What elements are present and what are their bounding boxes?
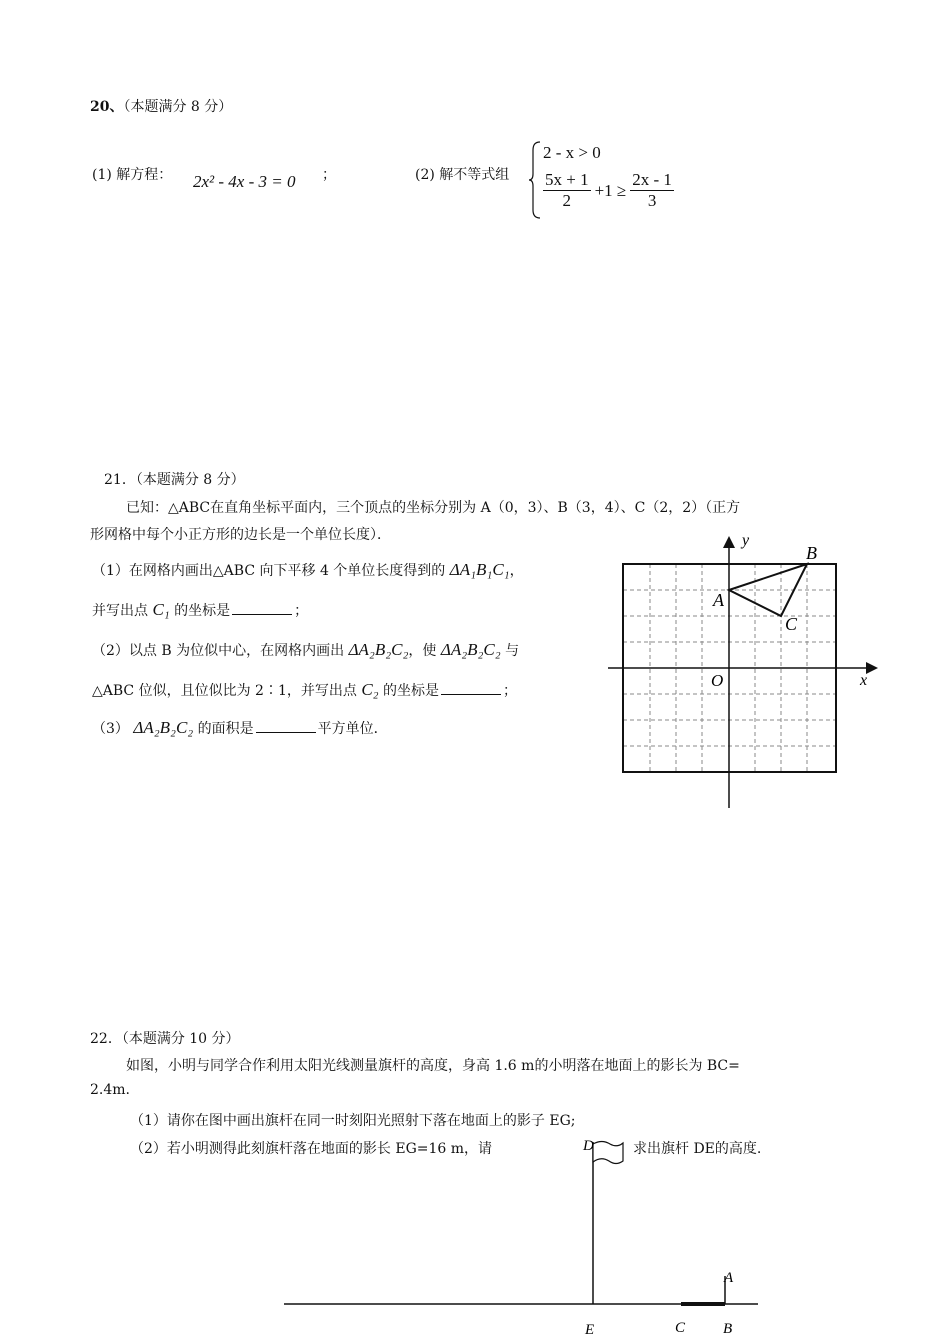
- q21-part1-semicolon: ；: [294, 603, 309, 619]
- q21-part3-text2: 的面积是: [197, 721, 254, 737]
- q22-intro-line2: 2.4m.: [90, 1082, 130, 1098]
- q20-inequality-1: 2 - x > 0: [543, 143, 601, 162]
- frac-right-den: 3: [647, 191, 657, 210]
- flag-icon: [593, 1142, 623, 1164]
- q20-inequality-2: [543, 170, 674, 211]
- q21-intro-line2: 形网格中每个小正方形的边长是一个单位长度）．: [90, 527, 391, 543]
- label-e: E: [585, 1322, 595, 1338]
- frac-right: [630, 170, 674, 211]
- answer-blank-c2[interactable]: [441, 680, 501, 695]
- q20-header: [90, 96, 232, 116]
- triangle-abc: [729, 564, 807, 616]
- q21-part2-semicolon: ；: [503, 683, 518, 699]
- q20-part2-label: (2) 解不等式组: [415, 167, 510, 183]
- label-c-fig: C: [675, 1320, 686, 1336]
- label-x: x: [860, 672, 868, 689]
- y-axis-arrow: [723, 536, 735, 548]
- q22-header: 22．（本题满分 10 分）: [90, 1031, 240, 1047]
- q21-part2-line2: [92, 680, 517, 700]
- q20-part1-equation: 2x² - 4x - 3 = 0: [193, 172, 296, 191]
- q21-part1-line2: [92, 600, 308, 620]
- q21-part1-comma: ，: [509, 563, 524, 579]
- q21-header: 21．（本题满分 8 分）: [104, 472, 245, 488]
- point-c1: C₁: [152, 600, 170, 619]
- q21-part2-line1: [92, 640, 519, 660]
- q21-part1-text3: 的坐标是: [174, 603, 231, 619]
- q21-part2-text2: ，使: [408, 643, 437, 659]
- label-b-fig: B: [723, 1321, 733, 1337]
- frac-left-den: 2: [562, 191, 572, 210]
- q21-part2-text4: △ABC 位似，且位似比为 2∶1，并写出点: [92, 683, 357, 699]
- q21-part2-text3: 与: [505, 643, 520, 659]
- q20-number: 20、: [90, 99, 124, 115]
- triangle-a2b2c2: ΔA₂B₂C₂: [348, 640, 409, 659]
- q21-part3-text: （3）: [92, 721, 129, 737]
- q22-part1: （1）请你在图中画出旗杆在同一时刻阳光照射下落在地面上的影子 EG;: [130, 1113, 576, 1129]
- answer-blank-area[interactable]: [256, 718, 316, 733]
- frac-right-num: 2x - 1: [632, 170, 672, 189]
- coordinate-grid: [600, 530, 890, 815]
- label-y: y: [742, 532, 750, 549]
- q21-part1-text: （1）在网格内画出△ABC 向下平移 4 个单位长度得到的: [92, 563, 446, 579]
- q20-part1-label: (1) 解方程：: [92, 167, 173, 183]
- q21-part1-line1: [92, 560, 524, 580]
- label-d: D: [583, 1138, 594, 1154]
- label-c: C: [785, 614, 798, 634]
- label-o: O: [711, 671, 724, 690]
- q21-part3: [92, 718, 388, 738]
- q21-part1-text2: 并写出点: [92, 603, 148, 619]
- point-c2: C₂: [361, 680, 379, 699]
- q21-part2-text: （2）以点 B 为位似中心，在网格内画出: [92, 643, 345, 659]
- label-a: A: [713, 590, 724, 610]
- q20-part1-end: ；: [322, 167, 336, 183]
- frac-left: [543, 170, 591, 211]
- frac-left-num: 5x + 1: [545, 170, 589, 189]
- triangle-a2b2c2-ref: ΔA₂B₂C₂: [440, 640, 501, 659]
- x-axis-arrow: [866, 662, 878, 674]
- q21-intro-line1: 已知：△ABC在直角坐标平面内，三个顶点的坐标分别为 A（0，3）、B（3，4）、C（2，2）（正方: [126, 500, 741, 516]
- q22-intro-line1: 如图，小明与同学合作利用太阳光线测量旗杆的高度，身高 1.6 m的小明落在地面上的影长为 BC=: [126, 1058, 740, 1074]
- system-brace: [528, 140, 542, 220]
- flagpole-figure: [280, 1130, 770, 1340]
- label-a-fig: A: [724, 1270, 734, 1286]
- q20-score-note: （本题满分 8 分）: [123, 99, 233, 115]
- answer-blank-c1[interactable]: [232, 600, 292, 615]
- triangle-a1b1c1: ΔA₁B₁C₁: [449, 560, 510, 579]
- ineq-mid: +1 ≥: [594, 180, 627, 200]
- q22-part2-b: 求出旗杆 DE的高度.: [633, 1141, 762, 1157]
- q21-part3-text3: 平方单位．: [317, 721, 388, 737]
- label-b: B: [806, 543, 817, 563]
- q21-part2-text5: 的坐标是: [383, 683, 440, 699]
- triangle-a2b2c2-area: ΔA₂B₂C₂: [133, 718, 194, 737]
- q22-part2-a: （2）若小明测得此刻旗杆落在地面的影长 EG=16 m，请: [130, 1141, 493, 1157]
- q20-part1: [92, 164, 172, 184]
